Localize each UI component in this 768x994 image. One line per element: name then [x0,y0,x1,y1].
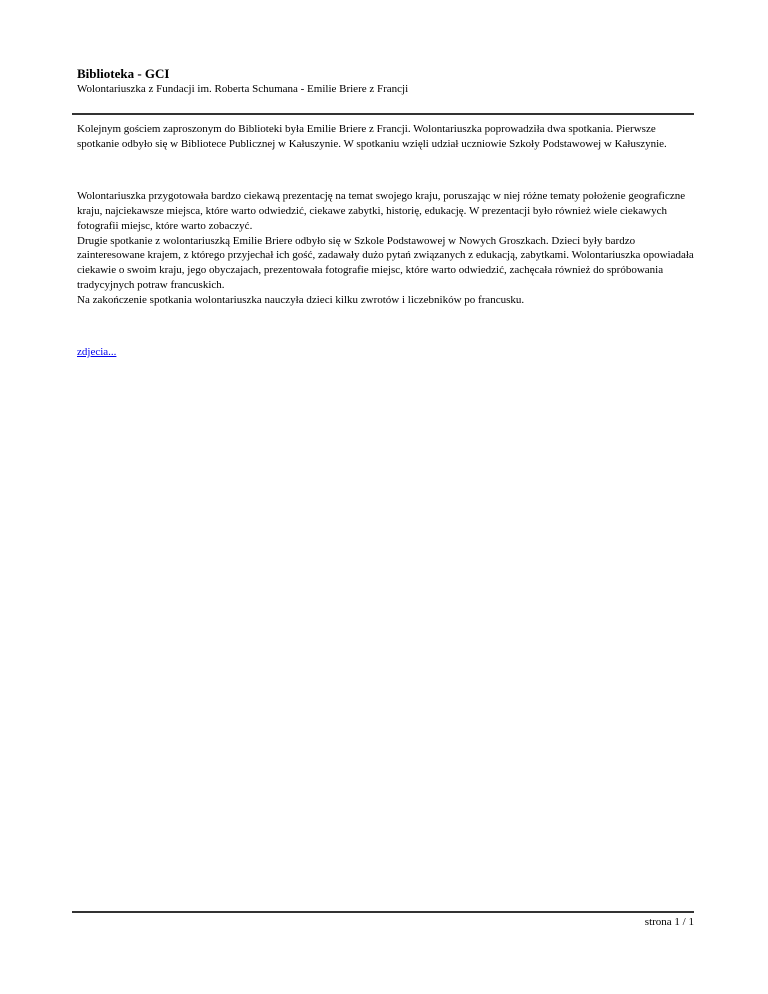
photos-link[interactable]: zdjecia... [77,346,117,359]
page-footer [645,915,694,929]
paragraph-second-meeting: Drugie spotkanie z wolontariuszką Emilie Briere odbyło się w Szkole Podstawowej w Nowych Groszkach. Dzieci były bardzo zainteresowane krajem, z którego przyjechał ich gość, zadawały dużo pytań związanych z edukacją, zabytkami. Wolontariuszka opowiadała ciekawie o swoim kraju, jego obyczajach, prezentowała fotografie miejsc, które warto odwiedzić, zachęcała również do spróbowania tradycyjnych potraw francuskich. [77,234,694,292]
page-indicator: strona 1 / 1 [644,916,694,928]
photos-link-wrapper [77,345,699,360]
paragraph-intro: Kolejnym gościem zaproszonym do Biblioteki była Emilie Briere z Francji. Wolontariuszka poprowadziła dwa spotkania. Pierwsze spotkanie odbyło się w Bibliotece Publicznej w Kałuszynie. W spotkaniu wzięli udział uczniowie Szkoły Podstawowej w Kałuszynie. [77,123,667,150]
article-body [77,122,699,360]
paragraph-ending: Na zakończenie spotkania wolontariuszka nauczyła dzieci kilku zwrotów i liczebników po francusku. [77,294,525,307]
header-divider [72,113,694,115]
page-header [77,66,697,96]
footer-divider [72,911,694,913]
article-title: Wolontariuszka z Fundacji im. Roberta Schumana - Emilie Briere z Francji [77,83,409,95]
site-title: Biblioteka - GCI [77,66,170,81]
paragraph-presentation: Wolontariuszka przygotowała bardzo ciekawą prezentację na temat swojego kraju, poruszając w niej różne tematy położenie geograficzne kraju, najciekawsze miejsca, które warto odwiedzić, ciekawe zabytki, historię, edukację. W prezentacji było również wiele ciekawych fotografii miejsc, które warto zobaczyć. [77,189,686,232]
